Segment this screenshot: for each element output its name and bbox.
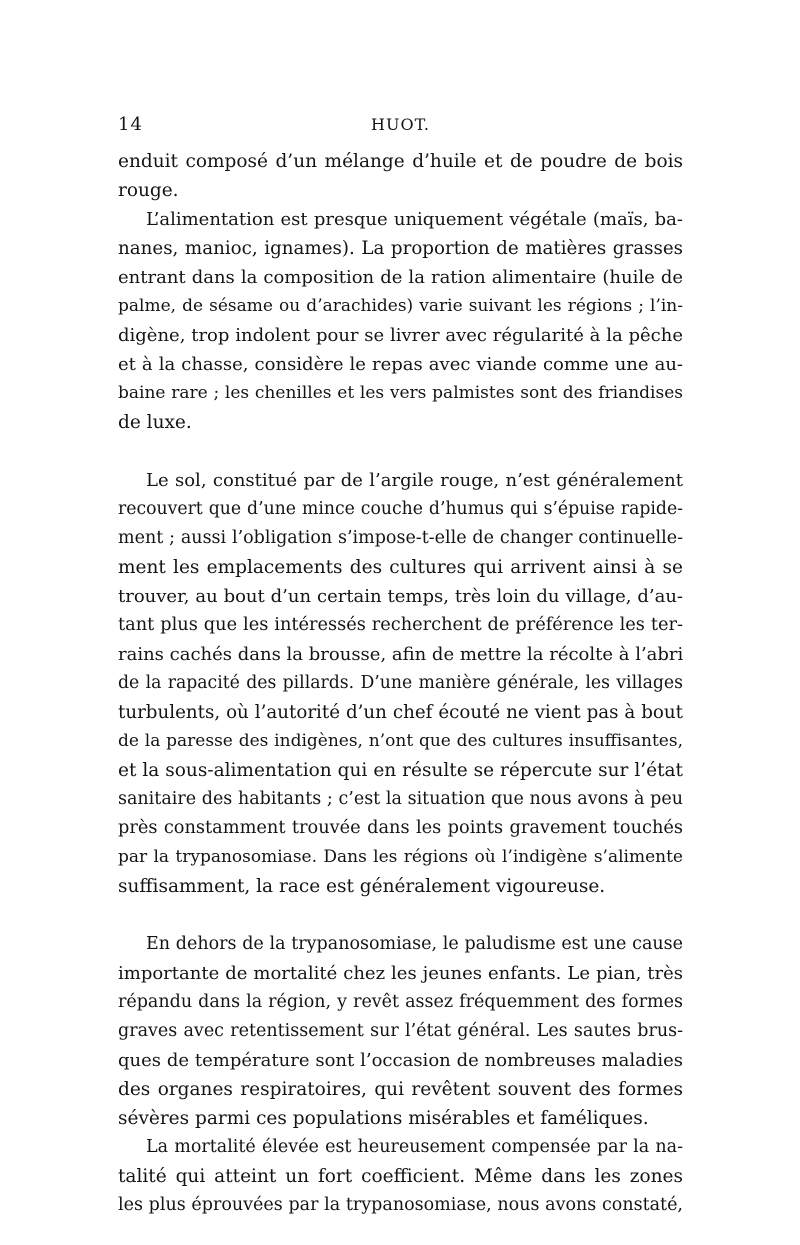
paragraph-gap xyxy=(118,901,683,930)
text-line: et la sous-alimentation qui en résulte se répercute sur l’état xyxy=(118,760,683,781)
text-line: graves avec retentissement sur l’état général. Les sautes brus- xyxy=(118,1021,683,1041)
page-header xyxy=(118,112,683,138)
text-line: de la rapacité des pillards. D’une manière générale, les villages xyxy=(118,673,683,693)
text-line: sévères parmi ces populations misérables et faméliques. xyxy=(118,1108,649,1129)
text-line: de la paresse des indigènes, n’ont que des cultures insuffisantes, xyxy=(118,731,683,751)
text-line: tant plus que les intéressés recherchent de préférence les ter- xyxy=(118,615,683,635)
running-head: HUOT. xyxy=(371,115,430,134)
paragraph xyxy=(118,1133,683,1220)
text-line: recouvert que d’une mince couche d’humus qui s’épuise rapide- xyxy=(118,499,683,519)
text-line: suffisamment, la race est généralement vigoureuse. xyxy=(118,876,606,897)
text-line: turbulents, où l’autorité d’un chef écouté ne vient pas à bout xyxy=(118,702,683,723)
text-line: trouver, au bout d’un certain temps, très loin du village, d’au- xyxy=(118,586,683,607)
text-line: importante de mortalité chez les jeunes enfants. Le pian, très xyxy=(118,963,683,984)
text-line: palme, de sésame ou d’arachides) varie suivant les régions ; l’in- xyxy=(118,296,683,316)
text-line: entrant dans la composition de la ration alimentaire (huile de xyxy=(118,267,683,288)
paragraph xyxy=(118,930,683,1133)
text-line: talité qui atteint un fort coefficient. Même dans les zones xyxy=(118,1166,683,1187)
page-number: 14 xyxy=(118,114,143,135)
text-line: des organes respiratoires, qui revêtent souvent des formes xyxy=(118,1079,683,1100)
text-line: Le sol, constitué par de l’argile rouge, n’est généralement xyxy=(146,470,683,491)
paragraph xyxy=(118,205,683,437)
text-line: répandu dans la région, y revêt assez fréquemment des formes xyxy=(118,992,683,1012)
paragraph-gap xyxy=(118,437,683,466)
text-line: nanes, manioc, ignames). La proportion de matières grasses xyxy=(118,238,683,259)
text-line: de luxe. xyxy=(118,412,192,433)
text-line: digène, trop indolent pour se livrer avec régularité à la pêche xyxy=(118,325,683,346)
text-line: La mortalité élevée est heureusement compensée par la na- xyxy=(146,1137,683,1157)
text-line: près constamment trouvée dans les points gravement touchés xyxy=(118,818,683,838)
text-line: sanitaire des habitants ; c’est la situation que nous avons à peu xyxy=(118,789,683,809)
text-line: enduit composé d’un mélange d’huile et de poudre de bois xyxy=(118,151,683,172)
text-line: et à la chasse, considère le repas avec viande comme une au- xyxy=(118,354,683,375)
text-line: En dehors de la trypanosomiase, le paludisme est une cause xyxy=(146,934,683,954)
text-line: ment ; aussi l’obligation s’impose-t-elle de changer continuelle- xyxy=(118,528,683,548)
text-line: les plus éprouvées par la trypanosomiase, nous avons constaté, xyxy=(118,1195,683,1215)
text-line: par la trypanosomiase. Dans les régions où l’indigène s’alimente xyxy=(118,847,683,867)
paragraph xyxy=(118,466,683,901)
text-line: baine rare ; les chenilles et les vers palmistes sont des friandises xyxy=(118,383,683,403)
text-line: ques de température sont l’occasion de nombreuses maladies xyxy=(118,1050,683,1071)
paragraph xyxy=(118,147,683,205)
text-line: L’alimentation est presque uniquement végétale (maïs, ba- xyxy=(146,209,683,230)
text-line: rouge. xyxy=(118,180,179,201)
text-line: rains cachés dans la brousse, afin de mettre la récolte à l’abri xyxy=(118,644,684,665)
body-text xyxy=(118,147,683,1220)
text-line: ment les emplacements des cultures qui arrivent ainsi à se xyxy=(118,557,683,578)
